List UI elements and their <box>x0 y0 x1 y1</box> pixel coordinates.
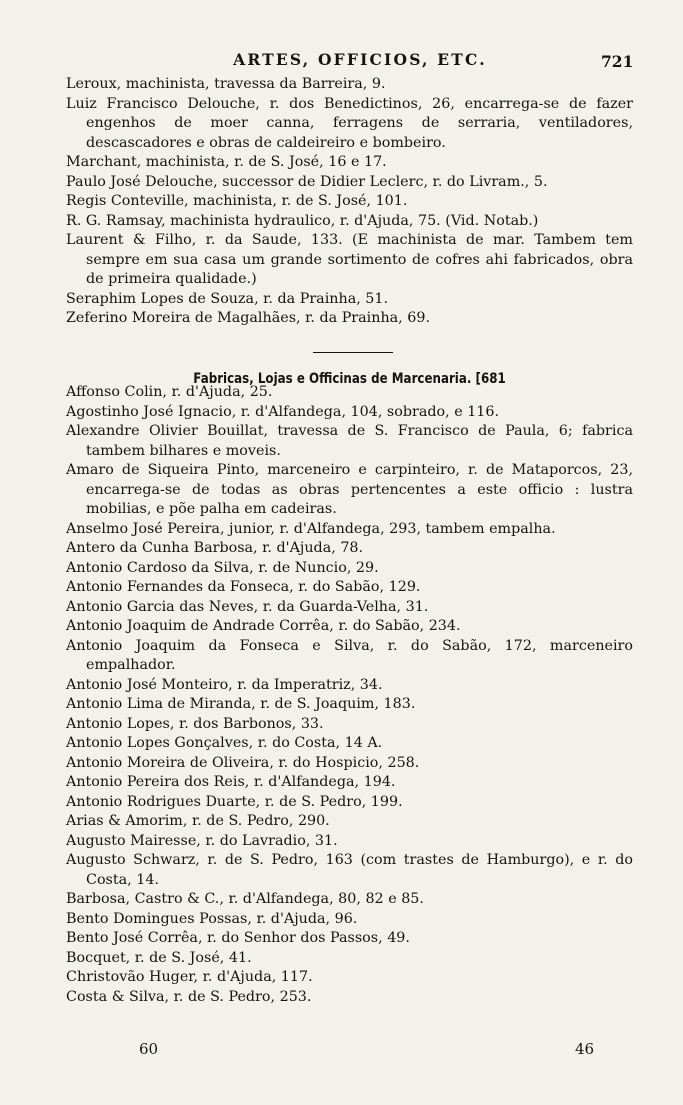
directory-entry: Regis Conteville, machinista, r. de S. José, 101. <box>66 193 408 209</box>
directory-entry: Bento José Corrêa, r. do Senhor dos Passos, 49. <box>66 930 410 946</box>
signature-mark: 60 <box>139 1040 159 1058</box>
directory-entry: Antonio José Monteiro, r. da Imperatriz, 34. <box>66 676 383 693</box>
directory-entry: Amaro de Siqueira Pinto, marceneiro e carpinteiro, r. de Mataporcos, 23, encarrega-se de todas as obras pertencentes a este officio : lustra mobilias, e põe palha em cadeiras. <box>66 462 633 517</box>
directory-entry: Marchant, machinista, r. de S. José, 16 e 17. <box>66 154 387 170</box>
directory-entry: Laurent & Filho, r. da Saude, 133. (E machinista de mar. Tambem tem sempre em sua casa um grande sortimento de cofres ahi fabricados, obra de primeira qualidade.) <box>66 232 633 287</box>
running-head: ARTES, OFFICIOS, ETC. <box>233 50 487 69</box>
directory-entry: Antonio Lopes Gonçalves, r. do Costa, 14 A. <box>66 735 383 751</box>
section-heading: Fabricas, Lojas e Officinas de Marcenaria. [681 <box>193 371 506 387</box>
directory-entry: Seraphim Lopes de Souza, r. da Prainha, 51. <box>66 290 389 307</box>
directory-entry: Barbosa, Castro & C., r. d'Alfandega, 80, 82 e 85. <box>66 891 424 907</box>
entry-list-cabinetmakers <box>66 383 633 1007</box>
directory-entry: R. G. Ramsay, machinista hydraulico, r. d'Ajuda, 75. (Vid. Notab.) <box>66 212 539 229</box>
directory-entry: Zeferino Moreira de Magalhães, r. da Prainha, 69. <box>66 310 431 326</box>
directory-entry: Antonio Cardoso da Silva, r. de Nuncio, 29. <box>66 559 379 576</box>
directory-entry: Antonio Moreira de Oliveira, r. do Hospicio, 258. <box>66 754 420 771</box>
directory-entry: Affonso Colin, r. d'Ajuda, 25. <box>66 384 273 400</box>
directory-entry: Costa & Silva, r. de S. Pedro, 253. <box>66 988 312 1005</box>
directory-entry: Antonio Lima de Miranda, r. de S. Joaquim, 183. <box>66 696 416 712</box>
directory-entry: Bento Domingues Possas, r. d'Ajuda, 96. <box>66 910 358 927</box>
directory-entry: Agostinho José Ignacio, r. d'Alfandega, 104, sobrado, e 116. <box>66 403 500 420</box>
directory-entry: Antonio Joaquim de Andrade Corrêa, r. do Sabão, 234. <box>66 618 461 634</box>
directory-entry: Leroux, machinista, travessa da Barreira, 9. <box>66 76 386 92</box>
directory-entry: Bocquet, r. de S. José, 41. <box>66 949 252 966</box>
directory-entry: Antero da Cunha Barbosa, r. d'Ajuda, 78. <box>66 540 364 556</box>
directory-entry: Antonio Fernandes da Fonseca, r. do Sabão, 129. <box>66 579 421 595</box>
directory-entry: Arias & Amorim, r. de S. Pedro, 290. <box>66 813 330 829</box>
section-divider <box>313 352 393 353</box>
directory-entry: Augusto Mairesse, r. do Lavradio, 31. <box>66 832 338 849</box>
directory-entry: Antonio Garcia das Neves, r. da Guarda-Velha, 31. <box>66 598 429 615</box>
directory-entry: Antonio Pereira dos Reis, r. d'Alfandega, 194. <box>66 774 396 790</box>
directory-entry: Alexandre Olivier Bouillat, travessa de S. Francisco de Paula, 6; fabrica tambem bilhares e moveis. <box>66 423 633 459</box>
sheet-number: 46 <box>575 1040 595 1058</box>
directory-entry: Antonio Rodrigues Duarte, r. de S. Pedro, 199. <box>66 793 403 810</box>
directory-entry: Anselmo José Pereira, junior, r. d'Alfandega, 293, tambem empalha. <box>66 520 556 537</box>
directory-entry: Antonio Joaquim da Fonseca e Silva, r. do Sabão, 172, marceneiro empalhador. <box>66 637 633 673</box>
page-number: 721 <box>601 52 634 71</box>
directory-entry: Augusto Schwarz, r. de S. Pedro, 163 (com trastes de Hamburgo), e r. do Costa, 14. <box>66 852 633 888</box>
directory-entry: Antonio Lopes, r. dos Barbonos, 33. <box>66 715 324 732</box>
directory-entry: Paulo José Delouche, successor de Didier Leclerc, r. do Livram., 5. <box>66 173 548 190</box>
directory-entry: Luiz Francisco Delouche, r. dos Benedictinos, 26, encarrega-se de fazer engenhos de moer canna, ferragens de serraria, ventiladores, descascadores e obras de caldeireiro e bombeiro. <box>66 95 633 151</box>
entry-list-machinists <box>66 75 633 329</box>
directory-entry: Christovão Huger, r. d'Ajuda, 117. <box>66 969 313 985</box>
